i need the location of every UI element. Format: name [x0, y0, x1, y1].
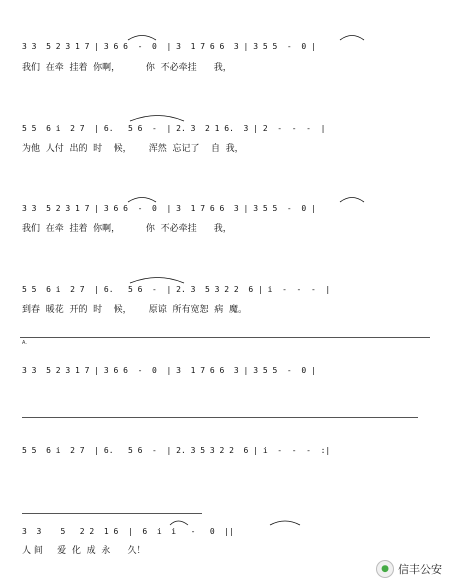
notation-line-2: 5 5 6 i 2 7 | 6. 5 6 - | 2. 3 2 1 6. 3 | 2 - - - | — [22, 124, 326, 133]
rehearsal-mark: A. — [22, 340, 27, 346]
lyrics-line-3: 我们 在牵 挂着 你啊， 你 不必牵挂 我， — [22, 224, 232, 234]
notation-line-5: 3 3 5 2 3 1 7 | 3 6 6 - 0 | 3 1 7 6 6 3 | 3 5 5 - 0 | — [22, 366, 316, 375]
wechat-icon: ● — [376, 560, 394, 578]
notation-line-3: 3 3 5 2 3 1 7 | 3 6 6 - 0 | 3 1 7 6 6 3 | 3 5 5 - 0 | — [22, 204, 316, 213]
watermark-text: 信丰公安 — [398, 563, 442, 576]
watermark — [376, 560, 442, 578]
notation-line-7: 3 3 5 2 2 1 6 | 6 i i - 0 || — [22, 527, 234, 536]
notation-line-6: 5 5 6 i 2 7 | 6. 5 6 - | 2. 3 5 3 2 2 6 | i - - - :| — [22, 446, 331, 455]
lyrics-line-1: 我们 在牵 挂着 你啊， 你 不必牵挂 我， — [22, 63, 232, 73]
notation-line-4: 5 5 6 i 2 7 | 6. 5 6 - | 2. 3 5 3 2 2 6 | i - - - | — [22, 285, 331, 294]
lyrics-line-2: 为他 人付 出的 时 候， 浑然 忘记了 自 我， — [22, 144, 244, 154]
notation-line-1: 3 3 5 2 3 1 7 | 3 6 6 - 0 | 3 1 7 6 6 3 | 3 5 5 - 0 | — [22, 42, 316, 51]
lyrics-line-7: 人 间 爱 化 成 永 久！ — [22, 546, 146, 556]
lyrics-line-4: 到春 暖花 开的 时 候， 原谅 所有宽恕 病 魔。 — [22, 305, 247, 315]
